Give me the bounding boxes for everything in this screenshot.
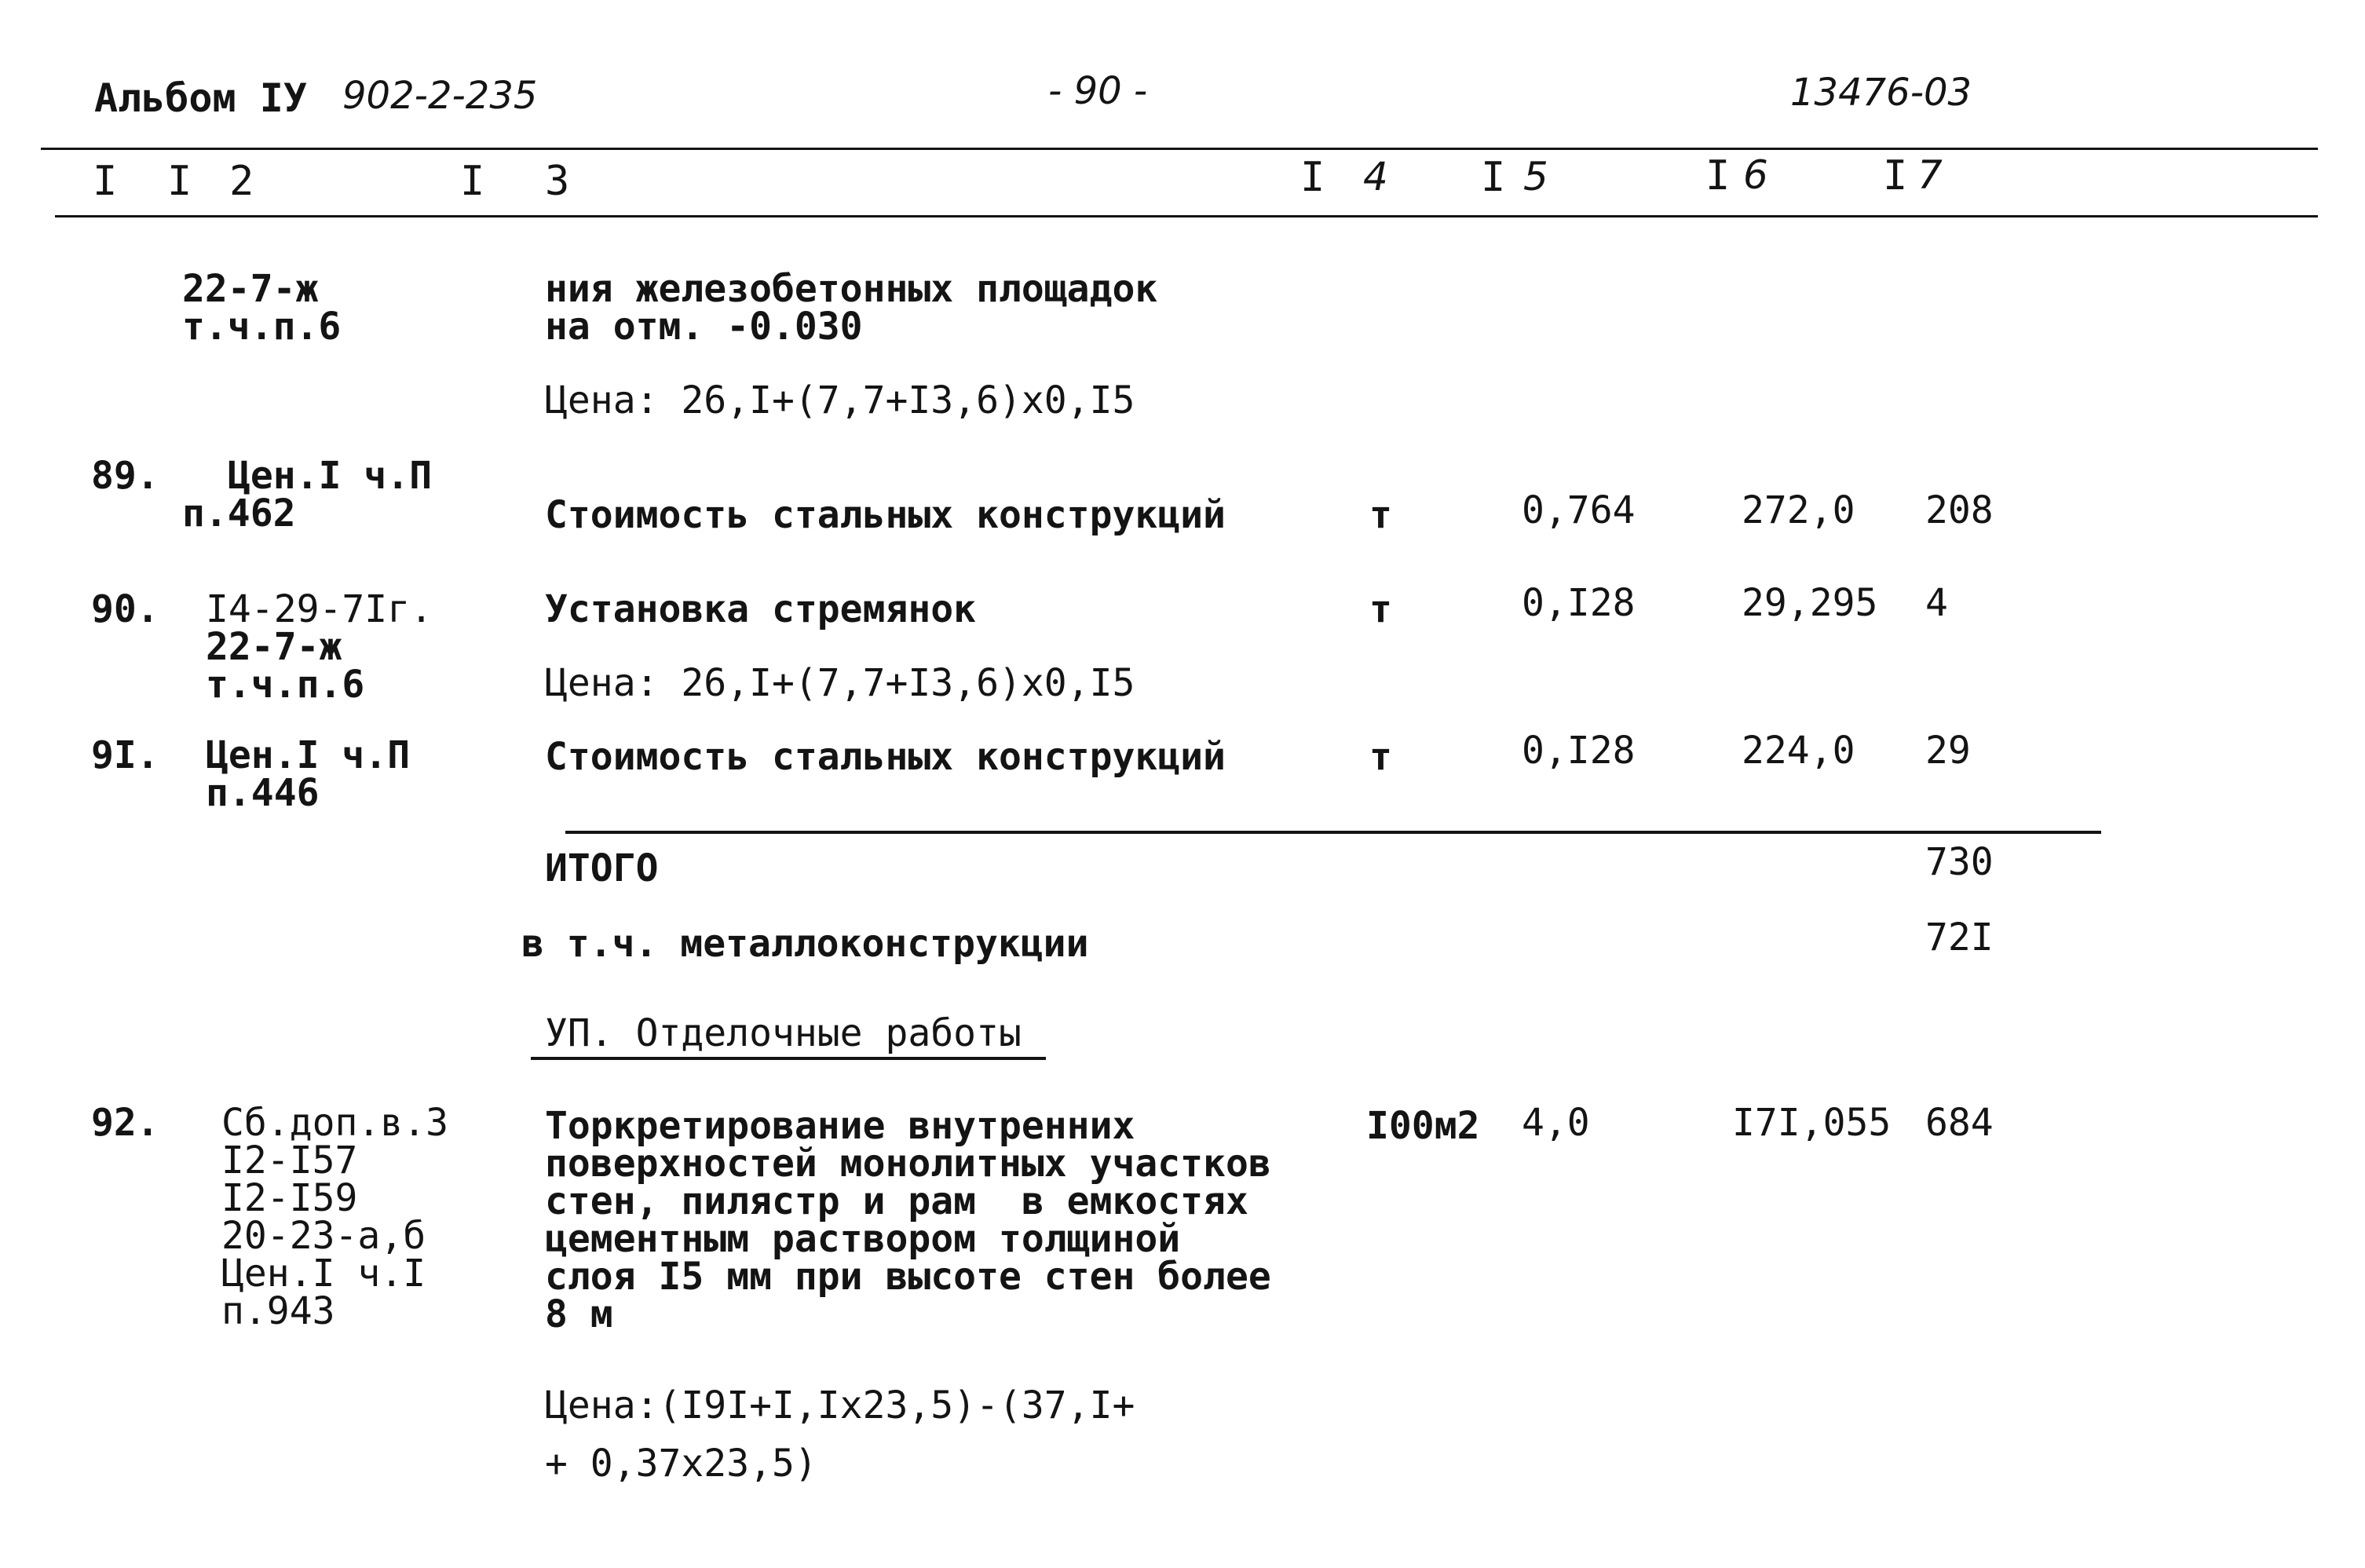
fragment-price-formula: Цена: 26,I+(7,7+I3,6)х0,I5: [545, 378, 1135, 422]
page-number: - 90 -: [1048, 69, 1148, 113]
row-description-line: 8 м: [545, 1292, 613, 1336]
col-header-4: 4: [1363, 154, 1388, 199]
row-code-line: Цен.I ч.П: [206, 733, 411, 777]
row-description: Стоимость стальных конструкций: [545, 735, 1226, 779]
row-number: 89.: [91, 454, 159, 498]
row-total: 4: [1925, 581, 1948, 625]
header-top-rule: [41, 148, 2318, 150]
row-code-line: т.ч.п.6: [206, 663, 365, 707]
project-code: 902-2-235: [342, 74, 538, 118]
col-header-2: 2: [229, 158, 254, 205]
total-label: ИТОГО: [545, 846, 659, 890]
row-price-formula: Цена: 26,I+(7,7+I3,6)х0,I5: [545, 661, 1135, 705]
total-value: 730: [1925, 840, 1994, 884]
row-description-line: стен, пилястр и рам в емкостях: [545, 1179, 1248, 1223]
row-unit-price: 272,0: [1742, 488, 1855, 532]
row-quantity: 0,I28: [1522, 581, 1636, 625]
col-header-7: 7: [1917, 152, 1943, 198]
row-description: Стоимость стальных конструкций: [545, 493, 1226, 537]
row-total: 684: [1925, 1101, 1994, 1145]
row-unit: т: [1369, 587, 1392, 631]
row-code-line: Цен.I ч.П: [228, 454, 433, 498]
row-code-line: п.446: [206, 771, 320, 815]
col-header-6: 6: [1743, 152, 1768, 198]
col-header-1: I: [93, 158, 118, 205]
section-heading: УП. Отделочные работы: [545, 1011, 1022, 1055]
col-separator: I: [1705, 152, 1731, 199]
col-separator: I: [1883, 152, 1908, 199]
header-bottom-rule: [55, 215, 2318, 217]
row-unit: т: [1369, 493, 1392, 537]
row-price-formula-line: + 0,37х23,5): [545, 1442, 817, 1486]
row-quantity: 0,I28: [1522, 729, 1636, 773]
row-price-formula-line: Цена:(I9I+I,Iх23,5)-(37,I+: [545, 1383, 1135, 1427]
fragment-description-line: на отм. -0.030: [545, 305, 863, 349]
col-header-3: 3: [545, 158, 570, 205]
section-heading-underline: [531, 1057, 1046, 1060]
row-unit-price: I7I,055: [1732, 1101, 1892, 1145]
row-unit-price: 29,295: [1742, 581, 1878, 625]
row-code-line: Цен.I ч.I: [221, 1252, 426, 1296]
col-separator: I: [1481, 154, 1506, 201]
totals-rule: [565, 831, 2101, 834]
row-description-line: слоя I5 мм при высоте стен более: [545, 1255, 1271, 1299]
row-code-line: 22-7-ж: [206, 625, 342, 669]
album-label: Альбом IУ: [94, 75, 307, 121]
row-number: 92.: [91, 1101, 159, 1145]
col-separator: I: [167, 158, 192, 205]
metal-structures-label: в т.ч. металлоконструкции: [521, 922, 1089, 966]
row-unit: I00м2: [1366, 1104, 1480, 1148]
row-code-line: Сб.доп.в.3: [221, 1101, 448, 1145]
metal-structures-value: 72I: [1925, 916, 1994, 959]
row-quantity: 0,764: [1522, 488, 1636, 532]
row-description-line: Торкретирование внутренних: [545, 1104, 1135, 1148]
row-code-line: I2-I59: [221, 1176, 358, 1220]
col-header-5: 5: [1523, 154, 1548, 199]
row-description-line: поверхностей монолитных участков: [545, 1142, 1271, 1186]
fragment-code-line: т.ч.п.6: [182, 305, 342, 349]
row-code-line: I4-29-7Iг.: [206, 587, 433, 631]
fragment-code-line: 22-7-ж: [182, 267, 319, 311]
row-description-line: цементным раствором толщиной: [545, 1217, 1181, 1261]
fragment-description-line: ния железобетонных площадок: [545, 267, 1158, 311]
row-total: 208: [1925, 488, 1994, 532]
row-quantity: 4,0: [1522, 1101, 1590, 1145]
row-unit: т: [1369, 735, 1392, 779]
row-code-line: п.462: [182, 492, 296, 535]
document-number: 13476-03: [1790, 71, 1972, 115]
row-total: 29: [1925, 729, 1971, 773]
col-separator: I: [460, 158, 485, 205]
row-number: 90.: [91, 587, 159, 631]
row-unit-price: 224,0: [1742, 729, 1855, 773]
row-code-line: I2-I57: [221, 1139, 358, 1182]
row-code-line: п.943: [221, 1289, 335, 1333]
col-separator: I: [1300, 154, 1325, 201]
row-description: Установка стремянок: [545, 587, 977, 631]
row-code-line: 20-23-а,б: [221, 1214, 426, 1258]
row-number: 9I.: [91, 733, 159, 777]
